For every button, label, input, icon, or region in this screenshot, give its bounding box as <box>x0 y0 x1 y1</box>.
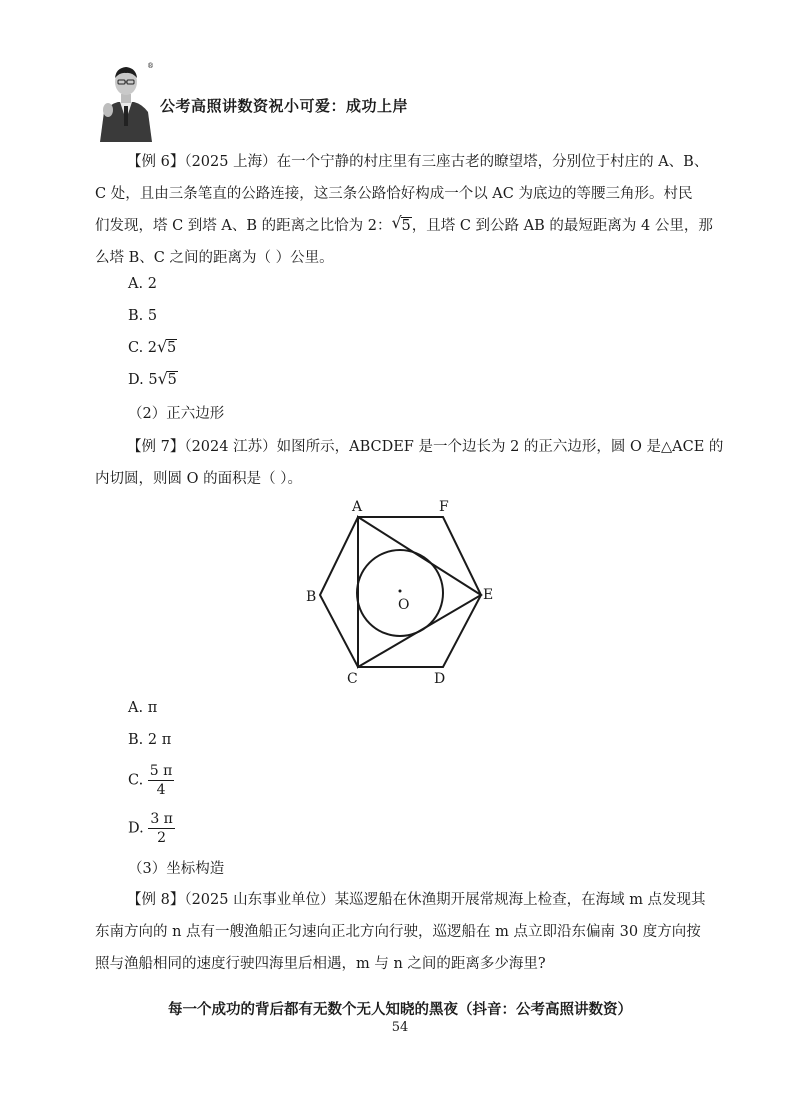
triangle-ace <box>358 517 481 667</box>
example-6-line2: C 处，且由三条笔直的公路连接，这三条公路恰好构成一个以 AC 为底边的等腰三角形。村民 <box>95 186 693 202</box>
section-coordinate-heading: （3）坐标构造 <box>128 861 225 877</box>
author-avatar <box>96 60 156 142</box>
example-8-line2: 东南方向的 n 点有一艘渔船正匀速向正北方向行驶，巡逻船在 m 点立即沿东偏南 30 度方向按 <box>95 924 701 940</box>
example-6-text <box>95 146 715 274</box>
ex6-option-b: B. 5 <box>128 308 158 324</box>
ex7-option-a: A. π <box>128 700 158 716</box>
incircle-o <box>357 550 443 636</box>
header-title: 公考高照讲数资祝小可爱：成功上岸 <box>160 97 409 115</box>
vertex-label-b: B <box>306 589 317 605</box>
example-8-line1: 【例 8】（2025 山东事业单位）某巡逻船在休渔期开展常规海上检查，在海域 m 点发现其 <box>127 892 706 908</box>
vertex-label-c: C <box>347 671 358 687</box>
vertex-label-a: A <box>352 499 363 515</box>
center-label-o: O <box>398 597 410 613</box>
hexagon-figure <box>300 495 500 694</box>
section-hexagon-heading: （2）正六边形 <box>128 406 225 422</box>
example-7-line1: 【例 7】（2024 江苏）如图所示，ABCDEF 是一个边长为 2 的正六边形，圆 O 是△ACE 的 <box>127 439 724 455</box>
example-8-text <box>95 884 715 980</box>
ex7-option-c: C. $\frac{5 \pi}{4}$ <box>128 763 173 798</box>
center-point-o <box>399 590 402 593</box>
vertex-label-f: F <box>439 499 449 515</box>
footer-slogan: 每一个成功的背后都有无数个无人知晓的黑夜（抖音：公考高照讲数资） <box>168 1002 632 1018</box>
vertex-label-e: E <box>483 587 494 603</box>
example-6-line1: 【例 6】（2025 上海）在一个宁静的村庄里有三座古老的瞭望塔，分别位于村庄的 A、B、 <box>127 154 709 170</box>
ex7-option-b: B. 2 π <box>128 732 172 748</box>
example-6-line3: 们发现，塔 C 到塔 A、B 的距离之比恰为 2： √ 5，且塔 C 到公路 AB 的最短距离为 4 公里，那 <box>95 210 715 242</box>
vertex-label-d: D <box>434 671 446 687</box>
example-6-line4: 么塔 B、C 之间的距离为（ ）公里。 <box>95 250 334 266</box>
sqrt-symbol: √ 5 <box>391 213 411 234</box>
example-7-text <box>95 431 724 495</box>
example-8-line3: 照与渔船相同的速度行驶四海里后相遇，m 与 n 之间的距离多少海里? <box>95 956 546 972</box>
ex6-option-c: C. 2 √ 5 <box>128 337 177 356</box>
ex7-option-d: D. $\frac{3 \pi}{2}$ <box>128 811 173 846</box>
example-7-line2: 内切圆，则圆 O 的面积是（ ）。 <box>95 471 302 487</box>
ex6-option-d: D. 5 √ 5 <box>128 369 177 388</box>
page-number: 54 <box>391 1020 409 1035</box>
ex6-option-a: A. 2 <box>128 276 157 292</box>
registered-mark-icon: ® <box>147 62 154 70</box>
